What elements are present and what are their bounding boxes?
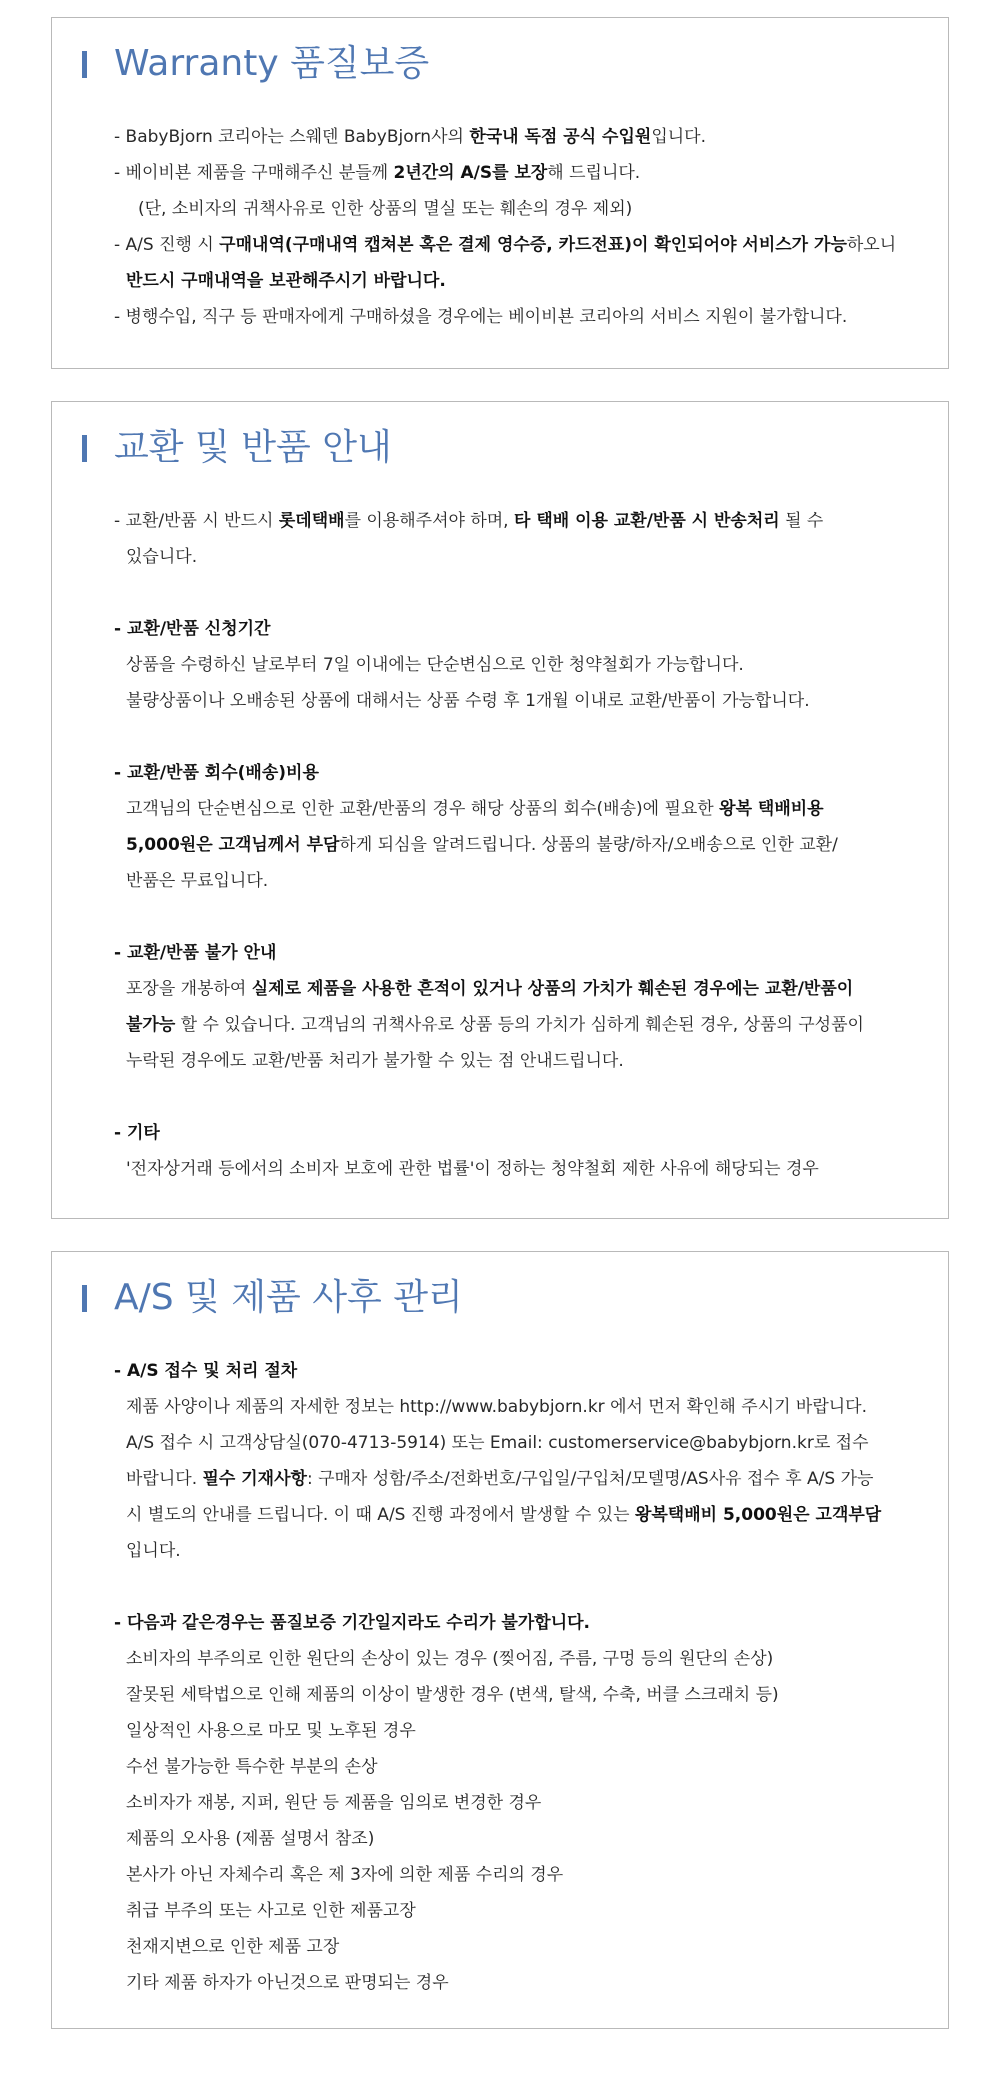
text: - 베이비뵨 제품을 구매해주신 분들께 (114, 163, 394, 183)
exchange-intro-line-1 (114, 503, 928, 539)
nonrepair-item: 취급 부주의 또는 사고로 인한 제품고장 (126, 1901, 416, 1921)
period-heading: - 교환/반품 신청기간 (114, 619, 271, 639)
warranty-section (51, 17, 949, 369)
bold-text: 2년간의 A/S를 보장 (393, 163, 548, 183)
etc-heading: - 기타 (114, 1123, 160, 1143)
as-title-text: A/S 및 제품 사후 관리 (114, 1277, 463, 1318)
no-exchange-heading: - 교환/반품 불가 안내 (114, 943, 277, 963)
period-line-1: 상품을 수령하신 날로부터 7일 이내에는 단순변심으로 인한 청약철회가 가능합니다. (126, 655, 744, 675)
spacer (114, 575, 928, 611)
exchange-title (114, 426, 392, 470)
text: 입니다. (651, 127, 706, 147)
nonrepair-item: 본사가 아닌 자체수리 혹은 제 3자에 의한 제품 수리의 경우 (126, 1865, 564, 1885)
cost-line-1 (114, 791, 928, 827)
bold-text: 불가능 (126, 1015, 176, 1035)
nonrepair-item: 수선 불가능한 특수한 부분의 손상 (126, 1757, 378, 1777)
nonrepair-item: 소비자의 부주의로 인한 원단의 손상이 있는 경우 (찢어짐, 주름, 구멍 등의 원단의 손상) (126, 1649, 774, 1669)
warranty-title-text: Warranty 품질보증 (114, 43, 430, 84)
cost-heading: - 교환/반품 회수(배송)비용 (114, 763, 319, 783)
as-procedure-line-1: 제품 사양이나 제품의 자세한 정보는 http://www.babybjorn.kr 에서 먼저 확인해 주시기 바랍니다. (126, 1397, 867, 1417)
as-procedure-heading: - A/S 접수 및 처리 절차 (114, 1361, 298, 1381)
bold-text: 롯데택배 (278, 511, 345, 531)
bold-text: 왕복 택배비용 (719, 799, 824, 819)
warranty-line-5: 반드시 구매내역을 보관해주시기 바랍니다. (126, 271, 446, 291)
as-content (114, 1353, 928, 2001)
bold-text: 실제로 제품을 사용한 흔적이 있거나 상품의 가치가 훼손된 경우에는 교환/반품이 (251, 979, 854, 999)
as-procedure-line-2: A/S 접수 시 고객상담실(070-4713-5914) 또는 Email: customerservice@babybjorn.kr로 접수 (126, 1433, 869, 1453)
as-procedure-line-3 (114, 1461, 928, 1497)
warranty-line-3: (단, 소비자의 귀책사유로 인한 상품의 멸실 또는 훼손의 경우 제외) (138, 199, 633, 219)
nonrepair-item: 제품의 오사용 (제품 설명서 참조) (126, 1829, 375, 1849)
text: - 교환/반품 시 반드시 (114, 511, 279, 531)
exchange-section (51, 401, 949, 1219)
nonrepair-item: 잘못된 세탁법으로 인해 제품의 이상이 발생한 경우 (변색, 탈색, 수축, 버클 스크래치 등) (126, 1685, 779, 1705)
bold-text: 왕복택배비 5,000원은 고객부담 (634, 1505, 882, 1525)
text: 고객님의 단순변심으로 인한 교환/반품의 경우 해당 상품의 회수(배송)에 필요한 (126, 799, 720, 819)
text: 될 수 (779, 511, 824, 531)
spacer (114, 899, 928, 935)
bold-text: 필수 기재사항 (202, 1469, 307, 1489)
exchange-content (114, 503, 928, 1187)
text: - BabyBjorn 코리아는 스웨덴 BabyBjorn사의 (114, 127, 470, 147)
text: : 구매자 성함/주소/전화번호/구입일/구입처/모델명/AS사유 접수 후 A/S 가능 (306, 1469, 874, 1489)
exchange-intro-line-2: 있습니다. (126, 547, 198, 567)
text: 해 드립니다. (547, 163, 641, 183)
text: 할 수 있습니다. 고객님의 귀책사유로 상품 등의 가치가 심하게 훼손된 경우, 상품의 구성품이 (175, 1015, 864, 1035)
warranty-line-4 (114, 227, 928, 263)
warranty-title (114, 42, 429, 86)
title-bar-decoration (82, 1285, 87, 1312)
text: 하게 되심을 알려드립니다. 상품의 불량/하자/오배송으로 인한 교환/ (339, 835, 838, 855)
title-bar-decoration (82, 435, 87, 462)
as-procedure-line-4 (114, 1497, 928, 1533)
text: 바랍니다. (126, 1469, 203, 1489)
bold-text: 한국내 독점 공식 수입원 (469, 127, 652, 147)
no-exchange-line-3: 누락된 경우에도 교환/반품 처리가 불가할 수 있는 점 안내드립니다. (126, 1051, 624, 1071)
cost-line-3: 반품은 무료입니다. (126, 871, 269, 891)
bold-text: 구매내역(구매내역 캡쳐본 혹은 결제 영수증, 카드전표)이 확인되어야 서비스가 가능 (219, 235, 847, 255)
no-exchange-line-2 (114, 1007, 928, 1043)
nonrepair-item: 기타 제품 하자가 아닌것으로 판명되는 경우 (126, 1973, 449, 1993)
title-bar-decoration (82, 51, 87, 78)
text: 를 이용해주셔야 하며, (344, 511, 514, 531)
etc-line-1: '전자상거래 등에서의 소비자 보호에 관한 법률'이 정하는 청약철회 제한 사유에 해당되는 경우 (126, 1159, 819, 1179)
bold-text: 5,000원은 고객님께서 부담 (126, 835, 340, 855)
nonrepair-item: 천재지변으로 인한 제품 고장 (126, 1937, 340, 1957)
warranty-line-2 (114, 155, 928, 191)
nonrepair-heading: - 다음과 같은경우는 품질보증 기간일지라도 수리가 불가합니다. (114, 1613, 590, 1633)
bold-text: 타 택배 이용 교환/반품 시 반송처리 (513, 511, 780, 531)
spacer (114, 719, 928, 755)
spacer (114, 1079, 928, 1115)
nonrepair-item: 소비자가 재봉, 지퍼, 원단 등 제품을 임의로 변경한 경우 (126, 1793, 542, 1813)
period-line-2: 불량상품이나 오배송된 상품에 대해서는 상품 수령 후 1개월 이내로 교환/반품이 가능합니다. (126, 691, 810, 711)
warranty-line-1 (114, 119, 928, 155)
warranty-line-6: - 병행수입, 직구 등 판매자에게 구매하셨을 경우에는 베이비뵨 코리아의 서비스 지원이 불가합니다. (114, 307, 848, 327)
exchange-title-text: 교환 및 반품 안내 (114, 427, 392, 468)
text: - A/S 진행 시 (114, 235, 220, 255)
as-section (51, 1251, 949, 2029)
warranty-content (114, 119, 928, 335)
text: 포장을 개봉하여 (126, 979, 252, 999)
no-exchange-line-1 (114, 971, 928, 1007)
cost-line-2 (114, 827, 928, 863)
text: 시 별도의 안내를 드립니다. 이 때 A/S 진행 과정에서 발생할 수 있는 (126, 1505, 635, 1525)
nonrepair-item: 일상적인 사용으로 마모 및 노후된 경우 (126, 1721, 416, 1741)
as-title (114, 1276, 463, 1320)
spacer (114, 1569, 928, 1605)
as-procedure-line-5: 입니다. (126, 1541, 181, 1561)
text: 하오니 (846, 235, 897, 255)
